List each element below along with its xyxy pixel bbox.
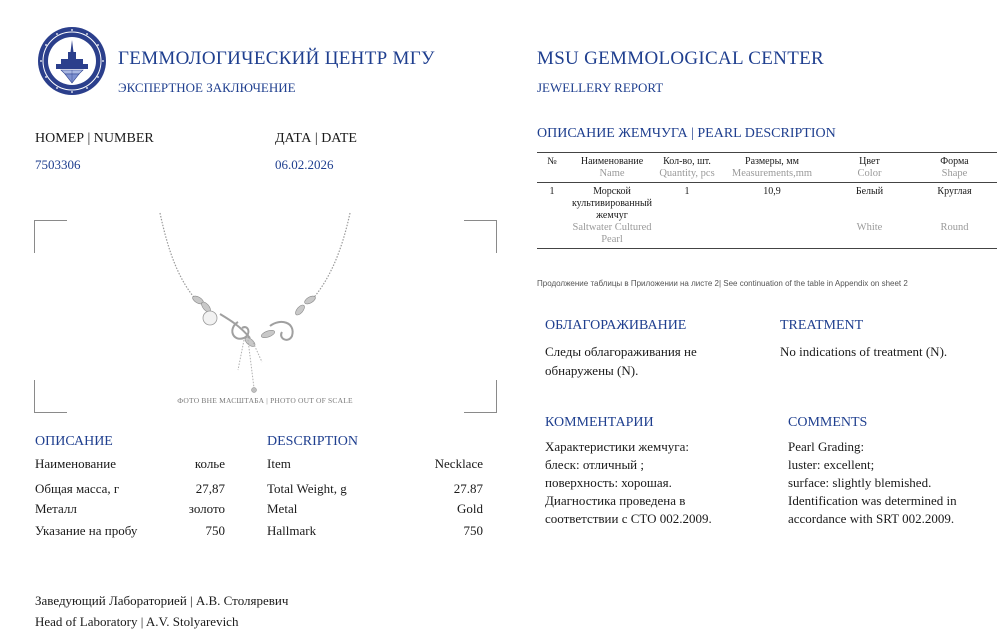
desc-value-ru: колье (194, 456, 225, 471)
treatment-title-ru: ОБЛАГОРАЖИВАНИЕ (545, 318, 687, 333)
desc-label-ru: Металл (35, 501, 77, 516)
table-row (537, 183, 997, 223)
desc-label-en: Metal (267, 501, 298, 516)
table-header-cell: Наименование (580, 156, 644, 167)
desc-label-ru: Наименование (35, 456, 116, 471)
photo-frame-corner (464, 220, 497, 253)
table-cell-en: White (827, 222, 912, 249)
lab-title-ru: ГЕММОЛОГИЧЕСКИЙ ЦЕНТР МГУ (118, 48, 435, 69)
table-header-cell-en: Color (827, 168, 912, 183)
table-cell: 1 (684, 186, 690, 197)
msu-seal-icon (37, 26, 107, 96)
date-value: 06.02.2026 (275, 157, 334, 172)
pearl-table (537, 153, 997, 249)
desc-label-en: Total Weight, g (267, 481, 347, 496)
table-header-cell-en: Quantity, pcs (657, 168, 717, 183)
table-row-en (537, 222, 997, 249)
table-header-cell-en: Measurements,mm (717, 168, 827, 183)
table-header-cell: Кол-во, шт. (663, 156, 711, 167)
head-of-lab-ru: Заведующий Лабораторией | А.В. Столяревич (35, 593, 289, 608)
table-header-row (537, 153, 997, 168)
table-header-cell-en (537, 168, 567, 183)
table-cell-en: Saltwater Cultured Pearl (567, 222, 657, 249)
treatment-text-ru-line: Следы облагораживания не (545, 344, 697, 359)
date-label: ДАТА | DATE (275, 131, 357, 146)
table-cell-en (657, 222, 717, 249)
report-subtitle-ru: ЭКСПЕРТНОЕ ЗАКЛЮЧЕНИЕ (118, 80, 296, 95)
treatment-text-en: No indications of treatment (N). (780, 344, 948, 359)
table-cell-en: Round (912, 222, 997, 249)
desc-value-ru: 750 (205, 523, 225, 538)
table-cell: Белый (855, 186, 884, 197)
table-header-row-en (537, 168, 997, 183)
desc-value-en: 750 (463, 523, 483, 538)
comment-line-ru: Диагностика проведена в (545, 493, 686, 508)
comments-title-en: COMMENTS (788, 415, 868, 430)
desc-value-ru: 27,87 (195, 481, 225, 496)
table-cell-en (537, 222, 567, 249)
report-subtitle-en: JEWELLERY REPORT (537, 80, 664, 95)
table-header-cell-en: Name (567, 168, 657, 183)
desc-value-en: 27.87 (453, 481, 483, 496)
desc-value-en: Necklace (434, 456, 483, 471)
table-header-cell: Цвет (859, 156, 880, 167)
table-continuation-note: Продолжение таблицы в Приложении на листе 2| See continuation of the table in Appendix on sheet 2 (537, 279, 908, 288)
pearl-section-title: ОПИСАНИЕ ЖЕМЧУГА | PEARL DESCRIPTION (537, 126, 836, 141)
desc-label-ru: Указание на пробу (35, 523, 138, 538)
photo-frame-corner (34, 220, 67, 253)
description-title-ru: ОПИСАНИЕ (35, 434, 113, 449)
desc-label-en: Hallmark (267, 523, 317, 538)
table-cell: Морской культивированный жемчуг (571, 186, 653, 221)
comment-line-en: accordance with SRT 002.2009. (788, 511, 955, 526)
comment-line-en: Pearl Grading: (788, 439, 865, 454)
comment-line-ru: блеск: отличный ; (545, 457, 644, 472)
desc-label-ru: Общая масса, г (35, 481, 120, 496)
lab-title-en: MSU GEMMOLOGICAL CENTER (537, 48, 824, 69)
comment-line-ru: соответствии с СТО 002.2009. (545, 511, 712, 526)
table-header-cell: Размеры, мм (745, 156, 799, 167)
table-cell: 1 (549, 186, 555, 197)
table-cell: 10,9 (763, 186, 781, 197)
table-header-cell: Форма (940, 156, 969, 167)
comments-title-ru: КОММЕНТАРИИ (545, 415, 654, 430)
desc-label-en: Item (267, 456, 291, 471)
table-header-cell: № (547, 156, 557, 167)
table-cell-en (717, 222, 827, 249)
number-label: НОМЕР | NUMBER (35, 131, 154, 146)
table-cell: Круглая (937, 186, 972, 197)
treatment-title-en: TREATMENT (780, 318, 864, 333)
photo-scale-note: ФОТО ВНЕ МАСШТАБА | PHOTO OUT OF SCALE (177, 396, 353, 405)
desc-value-en: Gold (457, 501, 483, 516)
necklace-photo-icon (150, 210, 360, 395)
comment-line-ru: поверхность: хорошая. (545, 475, 672, 490)
comment-line-en: Identification was determined in (788, 493, 957, 508)
treatment-text-ru-line: обнаружены (N). (545, 363, 639, 378)
comment-line-en: luster: excellent; (788, 457, 875, 472)
comment-line-ru: Характеристики жемчуга: (545, 439, 689, 454)
desc-value-ru: золото (188, 501, 225, 516)
description-title-en: DESCRIPTION (267, 434, 359, 449)
head-of-lab-en: Head of Laboratory | A.V. Stolyarevich (35, 614, 239, 629)
number-value: 7503306 (35, 157, 81, 172)
table-header-cell-en: Shape (912, 168, 997, 183)
comment-line-en: surface: slightly blemished. (788, 475, 932, 490)
